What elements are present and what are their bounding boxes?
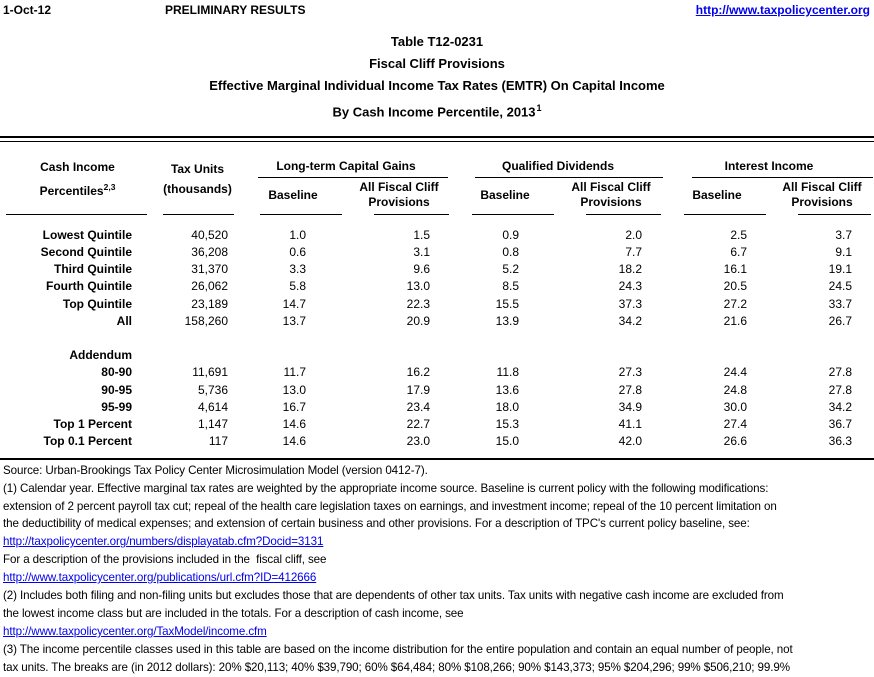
value-cell: 1,147: [197, 416, 228, 431]
footnote-text-line: the lowest income class but are included in the totals. For a description of cash income, see: [3, 607, 464, 621]
col-header-cash-income-percentiles: Cash Income Percentiles$^{2,3}$: [0, 142, 155, 215]
footnote-link-line: [3, 569, 874, 587]
preliminary-results-label: PRELIMINARY RESULTS: [165, 3, 306, 17]
value-cell: 13.7: [282, 313, 306, 328]
row-label: 90-95: [101, 382, 132, 397]
header-underline: [472, 214, 554, 215]
value-cell: 40,520: [191, 227, 228, 242]
subheader-interest-all-fiscal-cliff: All Fiscal Cliff Provisions: [770, 178, 874, 215]
value-cell: 23.4: [406, 399, 430, 414]
value-cell: 27.2: [723, 296, 747, 311]
footnote-text-line: the deductibility of medical expenses; and extension of certain business and other provisions. For a description of TPC's current policy baseline, see:: [3, 517, 750, 531]
row-label: Third Quintile: [54, 262, 132, 277]
header-underline: [374, 214, 449, 215]
row-label: 80-90: [101, 365, 132, 380]
value-cell: 21.6: [723, 313, 747, 328]
footnote-text-line: extension of 2 percent payroll tax cut; repeal of the health care legislation taxes on earnings, and investment income; repeal of the 10 percent limitation on: [3, 499, 777, 513]
footnote-text-line: Source: Urban-Brookings Tax Policy Center Microsimulation Model (version 0412-7).: [3, 463, 428, 477]
value-cell: 42.0: [618, 434, 642, 449]
value-cell: 27.8: [618, 382, 642, 397]
row-label: Second Quintile: [40, 245, 132, 260]
subheader-ltcg-all-fiscal-cliff: All Fiscal Cliff Provisions: [346, 178, 452, 215]
row-label: Fourth Quintile: [46, 279, 132, 294]
value-cell: 16.7: [282, 399, 306, 414]
value-cell: 24.4: [723, 365, 747, 380]
value-cell: 158,260: [184, 313, 228, 328]
value-cell: 41.1: [618, 416, 642, 431]
row-label: Lowest Quintile: [42, 227, 132, 242]
value-cell: 22.3: [406, 296, 430, 311]
value-cell: 33.7: [828, 296, 852, 311]
footnote-link[interactable]: http://taxpolicycenter.org/numbers/displayatab.cfm?Docid=3131: [3, 535, 324, 549]
value-cell: 13.0: [406, 279, 430, 294]
header-underline: [6, 214, 147, 215]
value-cell: 11.8: [496, 365, 519, 380]
header-underline: [163, 214, 234, 215]
value-cell: 27.8: [828, 382, 852, 397]
value-cell: 117: [208, 434, 228, 449]
value-cell: 26.6: [723, 434, 747, 449]
header-underline: [586, 214, 661, 215]
table-body: [0, 215, 874, 457]
value-cell: 30.0: [723, 399, 747, 414]
table-row: [0, 261, 874, 278]
value-cell: 1.5: [413, 227, 430, 242]
row-label: Addendum: [69, 348, 132, 363]
value-cell: 1.0: [289, 227, 306, 242]
footnote-link[interactable]: http://www.taxpolicycenter.org/publications/url.cfm?ID=412666: [3, 571, 317, 585]
value-cell: 4,614: [197, 399, 228, 414]
value-cell: 5.8: [289, 279, 306, 294]
table-row: [0, 244, 874, 261]
header-underline: [798, 214, 871, 215]
value-cell: 13.0: [282, 382, 306, 397]
value-cell: 15.3: [495, 416, 519, 431]
value-cell: 7.7: [625, 245, 642, 260]
value-cell: 23.0: [406, 434, 430, 449]
value-cell: 11.7: [283, 365, 306, 380]
table-row: [0, 364, 874, 381]
value-cell: 3.1: [413, 245, 430, 260]
spacer-row: [0, 329, 874, 346]
value-cell: 0.8: [502, 245, 519, 260]
row-label: Top Quintile: [62, 296, 132, 311]
footnote-text-line: For a description of the provisions included in the fiscal cliff, see: [3, 553, 327, 567]
value-cell: 5,736: [197, 382, 228, 397]
footnotes: [0, 462, 874, 677]
value-cell: 3.7: [835, 227, 852, 242]
value-cell: 24.3: [618, 279, 642, 294]
value-cell: 15.0: [495, 434, 519, 449]
data-table: [0, 136, 874, 459]
value-cell: 0.9: [502, 227, 519, 242]
footnote-ref-2-3: 2,3: [103, 181, 116, 192]
value-cell: 20.5: [723, 279, 747, 294]
table-row: [0, 312, 874, 329]
table-row: [0, 226, 874, 243]
group-header-qualified-dividends: Qualified Dividends: [452, 142, 664, 178]
value-cell: 24.8: [723, 382, 747, 397]
value-cell: 2.5: [730, 227, 747, 242]
col-header-tax-units: Tax Units (thousands): [155, 142, 240, 215]
value-cell: 34.9: [618, 399, 642, 414]
value-cell: 9.6: [413, 262, 430, 277]
table-bottom-border: [0, 458, 874, 460]
footnote-text-line: (3) The income percentile classes used in this table are based on the income distribution for the entire population and contain an equal number of people, not: [3, 642, 793, 656]
table-row: [0, 381, 874, 398]
table-row: [0, 433, 874, 450]
title-provisions: Fiscal Cliff Provisions: [369, 56, 505, 71]
value-cell: 0.6: [289, 245, 306, 260]
row-label: Top 1 Percent: [53, 416, 132, 431]
value-cell: 16.1: [723, 262, 747, 277]
topbar: [0, 0, 874, 18]
value-cell: 13.9: [495, 313, 519, 328]
value-cell: 16.2: [406, 365, 430, 380]
value-cell: 34.2: [828, 399, 852, 414]
group-header-long-term-capital-gains: Long-term Capital Gains: [240, 142, 452, 178]
value-cell: 19.1: [828, 262, 852, 277]
value-cell: 14.6: [282, 434, 306, 449]
footnote-text-line: tax units. The breaks are (in 2012 dollars): 20% $20,113; 40% $39,790; 60% $64,484; 80% $108,266; 90% $143,373; 95% $204,296; 99% $506,210; 99.9%: [3, 660, 790, 674]
value-cell: 14.6: [282, 416, 306, 431]
group-header-interest-income: Interest Income: [664, 142, 874, 178]
footnote-ref-1: 1: [536, 103, 542, 113]
value-cell: 18.2: [618, 262, 642, 277]
value-cell: 18.0: [495, 399, 519, 414]
value-cell: 6.7: [730, 245, 747, 260]
value-cell: 36.7: [828, 416, 852, 431]
footnote-link[interactable]: http://www.taxpolicycenter.org/TaxModel/income.cfm: [3, 624, 267, 638]
value-cell: 5.2: [502, 262, 519, 277]
value-cell: 3.3: [289, 262, 306, 277]
subheader-ltcg-baseline: Baseline: [240, 178, 346, 215]
title-percentile-line: By Cash Income Percentile, 2013$^1$: [332, 103, 542, 120]
value-cell: 36,208: [191, 245, 228, 260]
row-label: 95-99: [101, 399, 132, 414]
subheader-interest-baseline: Baseline: [664, 178, 770, 215]
title-table-number: Table T12-0231: [390, 34, 484, 49]
footnote-text-line: (1) Calendar year. Effective marginal tax rates are weighted by the appropriate income source. Baseline is current policy with the following modifications:: [3, 481, 769, 495]
value-cell: 2.0: [625, 227, 642, 242]
table-row: [0, 415, 874, 432]
footnote-link-line: [3, 533, 874, 551]
value-cell: 20.9: [406, 313, 430, 328]
value-cell: 11,691: [192, 365, 228, 380]
value-cell: 27.8: [828, 365, 852, 380]
value-cell: 24.5: [828, 279, 852, 294]
value-cell: 27.3: [618, 365, 642, 380]
table-header: [0, 142, 874, 215]
table-row: [0, 295, 874, 312]
value-cell: 31,370: [191, 262, 228, 277]
value-cell: 36.3: [828, 434, 852, 449]
table-row: [0, 398, 874, 415]
row-label: All: [116, 313, 132, 328]
title-description: Effective Marginal Individual Income Tax Rates (EMTR) On Capital Income: [209, 78, 665, 93]
table-row: [0, 278, 874, 295]
value-cell: 27.4: [723, 416, 747, 431]
value-cell: 22.7: [406, 416, 430, 431]
footnote-text-line: (2) Includes both filing and non-filing units but excludes those that are dependents of other tax units. Tax units with negative cash income are excluded from: [3, 589, 784, 603]
value-cell: 13.6: [495, 382, 519, 397]
value-cell: 26.7: [828, 313, 852, 328]
value-cell: 9.1: [835, 245, 852, 260]
date-label: 1-Oct-12: [3, 3, 52, 17]
value-cell: 8.5: [502, 279, 519, 294]
footnote-link-line: [3, 623, 874, 641]
tpc-site-link[interactable]: http://www.taxpolicycenter.org: [695, 3, 870, 17]
row-label: Top 0.1 Percent: [43, 434, 132, 449]
header-underline: [260, 214, 342, 215]
value-cell: 37.3: [618, 296, 642, 311]
value-cell: 15.5: [495, 296, 519, 311]
table-row: [0, 347, 874, 364]
subheader-qd-baseline: Baseline: [452, 178, 558, 215]
value-cell: 34.2: [618, 313, 642, 328]
subheader-qd-all-fiscal-cliff: All Fiscal Cliff Provisions: [558, 178, 664, 215]
value-cell: 26,062: [191, 279, 228, 294]
title-block: [0, 31, 874, 123]
header-underline: [684, 214, 766, 215]
value-cell: 23,189: [191, 296, 228, 311]
value-cell: 14.7: [282, 296, 306, 311]
value-cell: 17.9: [406, 382, 430, 397]
